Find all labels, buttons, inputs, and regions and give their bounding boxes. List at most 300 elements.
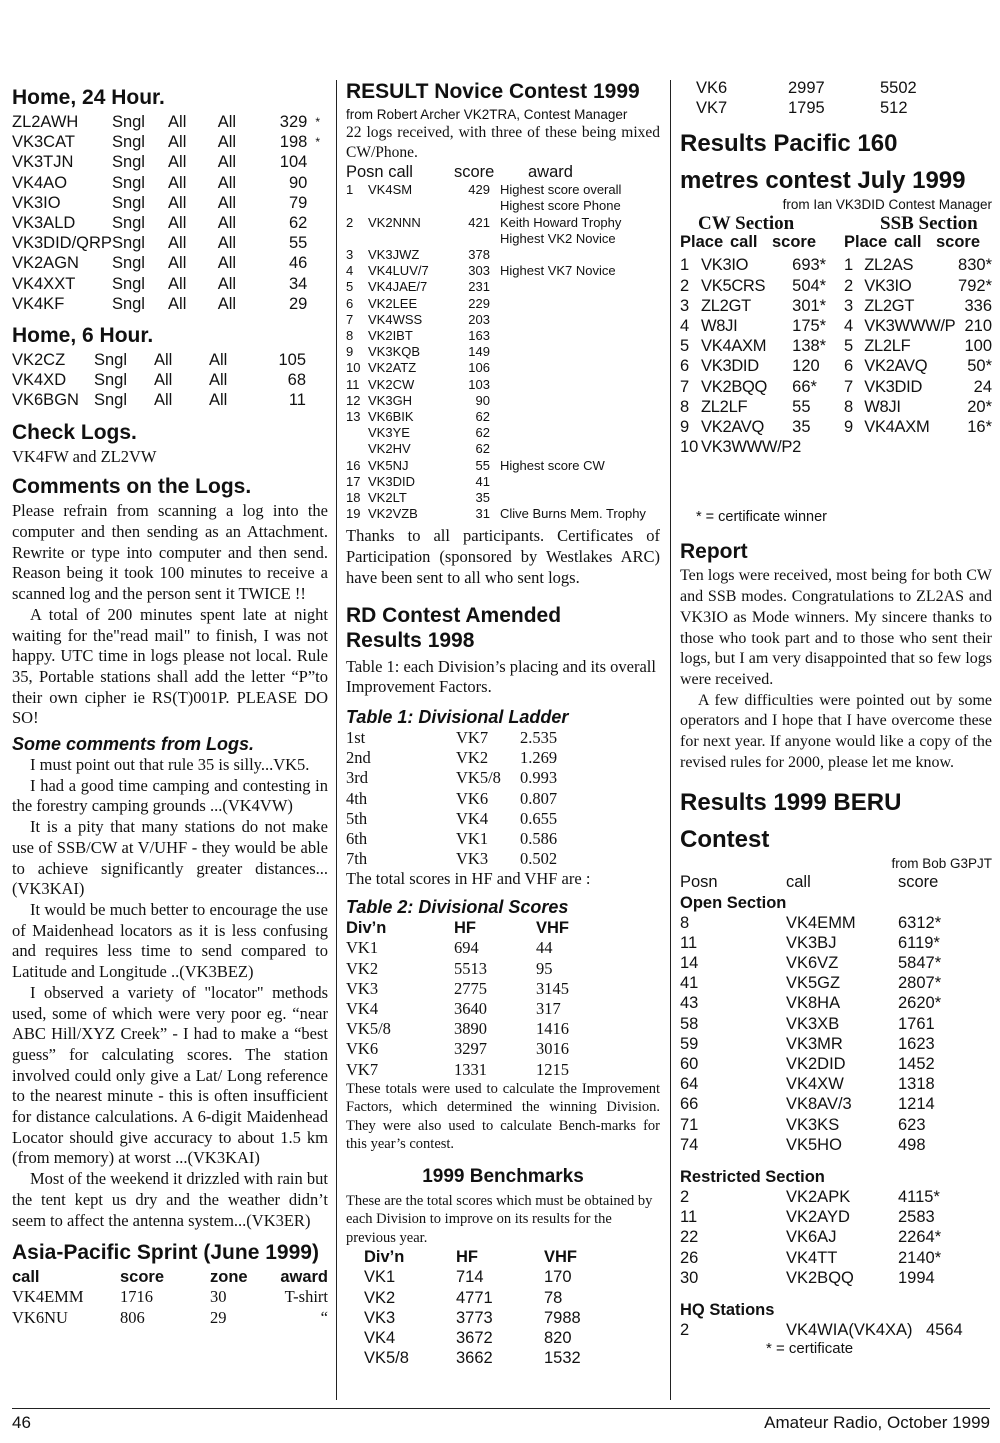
place: 3rd: [346, 768, 368, 788]
ssb-header-call: call: [894, 233, 922, 252]
benchmarks-continued-table: [696, 78, 956, 118]
division: VK6: [456, 788, 489, 808]
call: VK4EMM: [12, 1287, 84, 1307]
table-row: [346, 959, 660, 979]
vhf: 170: [544, 1268, 572, 1287]
score: 203: [468, 311, 490, 327]
score: 6119*: [898, 933, 940, 952]
award: Keith Howard Trophy: [500, 214, 622, 230]
comments-title: Comments on the Logs.: [12, 475, 252, 499]
table-row: [680, 255, 832, 275]
table-row: [680, 1187, 992, 1207]
division: VK3: [456, 849, 489, 869]
award: “: [320, 1307, 328, 1327]
posn: 17: [346, 473, 361, 489]
table-row: [12, 1287, 328, 1307]
call: VK2AGN: [12, 254, 79, 273]
score: 20*: [967, 397, 992, 416]
score: 16*: [967, 418, 992, 437]
call: W8JI: [864, 397, 901, 416]
table-row: [12, 370, 328, 390]
division: VK4: [364, 1329, 396, 1348]
table-row: [346, 809, 660, 829]
call: VK6BIK: [368, 409, 414, 425]
posn: 43: [680, 994, 699, 1013]
score: 498: [898, 1135, 926, 1154]
asia-header-zone: zone: [210, 1268, 248, 1287]
vhf: 5502: [880, 79, 917, 97]
hf: 2775: [454, 978, 487, 998]
asia-pacific-title: Asia-Pacific Sprint (June 1999): [12, 1241, 319, 1265]
mode: All: [217, 294, 237, 313]
mode: All: [209, 391, 228, 410]
score: 303: [468, 263, 490, 279]
division: VK1: [346, 938, 379, 958]
factor: 2.535: [520, 727, 558, 747]
call: VK3TJN: [12, 153, 74, 172]
call: VK2APK: [786, 1188, 851, 1207]
home6-title: Home, 6 Hour.: [12, 324, 154, 348]
report-paragraph-2: A few difficulties were pointed out by some operators and I hope that I have overcome these for next year. If anyone would like a copy of the revised rules for 2000, please let me know.: [680, 691, 992, 771]
score: 329: [279, 113, 308, 131]
score: 210: [964, 317, 992, 336]
hf: 4771: [456, 1288, 493, 1307]
call: VK2CZ: [12, 351, 66, 370]
table-row: [346, 490, 660, 506]
posn: 74: [680, 1135, 699, 1154]
posn: [346, 441, 368, 457]
score: 31: [475, 506, 490, 522]
pacific-title-line1: Results Pacific 160: [680, 130, 898, 158]
score: 35: [792, 418, 811, 437]
posn: 26: [680, 1248, 699, 1267]
factor: 0.586: [520, 829, 558, 848]
table-row: [12, 152, 328, 172]
table-row: [680, 993, 992, 1013]
column-rule-1: [336, 80, 337, 1400]
band: All: [168, 294, 187, 313]
score: 149: [468, 344, 490, 360]
call: VK4KF: [12, 294, 65, 313]
table-row: [346, 728, 660, 748]
score: 1452: [898, 1055, 935, 1074]
place: 4: [844, 317, 854, 336]
comment-paragraph: Most of the weekend it drizzled with rain but the tent kept us dry and the weather didn’t seem to affect the antenna system...(VK3ER): [12, 1169, 328, 1230]
posn: 18: [346, 490, 361, 506]
rd-title: RD Contest Amended Results 1998: [346, 603, 562, 652]
place: 3: [680, 296, 690, 315]
table-row: [346, 263, 660, 279]
pacific-headers: [680, 233, 992, 255]
call: VK5HO: [786, 1135, 842, 1154]
factor: 0.502: [520, 849, 558, 869]
rd-intro: Table 1: each Division’s placing and its overall Improvement Factors.: [346, 656, 656, 697]
award: [500, 490, 660, 506]
call: VK4XD: [12, 371, 67, 390]
comments-paragraph-2: A total of 200 minutes spent late at night waiting for the"read mail" to finish, I was not happy. UTC time in logs please not local. Rule 35, Portable stations shall add the letter “P”to their own cipher ie RS(T)001P. PLEASE DO SO!: [12, 604, 328, 728]
call: ZL2AS: [864, 256, 914, 275]
call: VK4WSS: [368, 311, 423, 327]
table-row: [680, 1207, 992, 1227]
table-row: [844, 417, 992, 437]
posn: 30: [680, 1268, 699, 1287]
place: 4th: [346, 788, 368, 808]
call: VK4SM: [368, 182, 413, 198]
score: 378: [468, 247, 490, 263]
novice-header-row: [346, 162, 660, 182]
call: VK2BQQ: [701, 377, 768, 396]
hq-score: 4564: [926, 1321, 963, 1340]
score: 504*: [792, 276, 827, 295]
divisional-header-0: Div’n: [346, 919, 387, 938]
table-row: [680, 933, 992, 953]
table-row: [680, 1014, 992, 1034]
mode: All: [217, 173, 237, 192]
posn: 41: [680, 974, 699, 993]
hf: 3640: [454, 998, 487, 1018]
table1-after: The total scores in HF and VHF are :: [346, 869, 591, 889]
posn: 11: [680, 933, 698, 952]
check-logs-text: VK4FW and ZL2VW: [12, 446, 157, 466]
score: 163: [468, 328, 490, 344]
table-row: [680, 1034, 992, 1054]
table-row: [346, 849, 660, 869]
division: VK5/8: [364, 1349, 409, 1368]
vhf: 1532: [544, 1349, 581, 1368]
table-row: [844, 336, 992, 356]
table-row: [12, 274, 328, 294]
table-row: [346, 215, 660, 231]
call: VK8AV/3: [786, 1095, 852, 1114]
vhf: 95: [536, 958, 553, 978]
score: 623: [898, 1115, 926, 1134]
score: 2807*: [898, 974, 942, 993]
mode: All: [217, 234, 237, 253]
table-row: [346, 441, 660, 457]
benchmark-header-1: HF: [456, 1248, 478, 1267]
division: VK5/8: [346, 1019, 391, 1039]
report-paragraph-1: Ten logs were received, most being for both CW and SSB modes. Congratulations to ZL2AS and VK3IO as Mode winners. My sincere thanks to those who took part and to those who sent their logs, but I am very disappointed that so few logs were received.: [680, 567, 992, 688]
table-row: [680, 336, 832, 356]
open-section-table: [680, 913, 992, 1155]
place: 5: [844, 337, 854, 356]
award: [500, 441, 660, 457]
certificate-mark: [307, 233, 328, 253]
score: 62: [475, 441, 490, 457]
check-logs-title: Check Logs.: [12, 420, 137, 444]
call: VK2ATZ: [368, 360, 417, 376]
call: VK2AVQ: [864, 357, 928, 376]
table-row: [346, 1039, 660, 1059]
table-row: [844, 276, 992, 296]
table-row: [346, 247, 660, 263]
call: VK2CW: [368, 376, 415, 392]
call: VK5GZ: [786, 974, 841, 993]
call: VK4AXM: [701, 337, 767, 356]
award: Highest score CW: [500, 457, 605, 473]
asia-header-score: score: [120, 1268, 165, 1287]
division: VK3: [364, 1308, 396, 1327]
score: 41: [475, 473, 490, 489]
cw-section-table: [680, 255, 832, 457]
table-row: [12, 1308, 328, 1328]
score: 100: [964, 337, 992, 356]
table-row: [346, 198, 660, 214]
category: Sngl: [111, 294, 145, 313]
table-row: [680, 377, 832, 397]
asia-header-award: award: [280, 1268, 328, 1287]
table-row: [844, 397, 992, 417]
band: All: [154, 391, 173, 410]
category: Sngl: [111, 214, 145, 233]
call: ZL2AWH: [12, 113, 79, 131]
call: VK6VZ: [786, 954, 839, 973]
division: VK1: [456, 829, 489, 848]
cw-header-call: call: [730, 233, 758, 252]
call: ZL2LF: [701, 397, 748, 416]
hf: 5513: [454, 958, 487, 978]
score: 79: [288, 193, 308, 212]
certificate-mark: [307, 173, 328, 193]
award: [500, 279, 660, 295]
posn: 5: [346, 279, 354, 295]
place: 7: [844, 377, 854, 396]
table-row: [346, 344, 660, 360]
certificate-mark: *: [315, 115, 320, 129]
call: VK4EMM: [786, 913, 856, 932]
score: [456, 231, 500, 247]
posn: [346, 198, 368, 214]
posn: 6: [346, 295, 354, 311]
award: [500, 393, 660, 409]
table-row: [680, 316, 832, 336]
certificate-mark: [307, 253, 328, 273]
open-section-title: Open Section: [680, 893, 787, 912]
posn: 2: [346, 214, 354, 230]
beru-title-line2: Contest: [680, 826, 770, 854]
award: [500, 474, 660, 490]
table-row: [346, 409, 660, 425]
table-row: [680, 1268, 992, 1288]
award: Highest VK2 Novice: [500, 230, 616, 246]
factor: 0.807: [520, 788, 558, 808]
place: 2: [680, 276, 690, 295]
comment-paragraph: I must point out that rule 35 is silly...VK5.: [30, 755, 310, 775]
score: 90: [475, 392, 490, 408]
novice-table: [346, 182, 660, 522]
table-row: [346, 312, 660, 328]
table-row: [346, 360, 660, 376]
hq-stations-title: HQ Stations: [680, 1301, 775, 1320]
vhf: 512: [880, 99, 908, 118]
call: VK3DID: [368, 473, 415, 489]
table-row: [12, 390, 328, 410]
division: VK4: [346, 998, 379, 1018]
award: T-shirt: [284, 1287, 328, 1307]
award: [500, 377, 660, 393]
table-row: [680, 1248, 992, 1268]
table-header-row: [12, 1267, 328, 1287]
novice-header-posn-call: Posn call: [346, 163, 413, 181]
certificate-mark: [307, 193, 328, 213]
call: VK4TT: [786, 1248, 838, 1267]
call: ZL2LF: [864, 337, 911, 356]
table-row: [12, 294, 328, 314]
place: 6th: [346, 829, 368, 848]
division: VK4: [456, 808, 489, 828]
call: VK3MR: [786, 1034, 843, 1053]
award: Highest score overall: [500, 182, 622, 198]
score: 5847*: [898, 954, 942, 973]
call: VK3DID: [701, 357, 759, 376]
award: [500, 328, 660, 344]
score: 29: [288, 294, 308, 313]
call: VK2BQQ: [786, 1268, 854, 1287]
posn: 1: [346, 182, 354, 198]
hf: 3890: [454, 1019, 487, 1039]
divisional-header-2: VHF: [536, 919, 569, 938]
vhf: 820: [544, 1329, 572, 1348]
hf: 3672: [456, 1329, 493, 1348]
home6-table: [12, 350, 328, 411]
posn: 11: [680, 1208, 698, 1227]
band: All: [168, 173, 187, 192]
place: 1st: [346, 727, 366, 747]
table-row: [12, 193, 328, 213]
posn: 12: [346, 392, 361, 408]
score: 2583: [898, 1208, 935, 1227]
category: Sngl: [111, 113, 145, 131]
call: VK3DID/QRP: [12, 234, 112, 253]
posn: 19: [346, 506, 361, 522]
zone: 30: [210, 1287, 227, 1307]
benchmark-header-2: VHF: [544, 1248, 577, 1267]
call: VK3KQB: [368, 344, 421, 360]
ssb-section-title: SSB Section: [880, 213, 978, 235]
benchmark-header-0: Div’n: [364, 1248, 405, 1267]
place: 7: [680, 377, 690, 396]
posn: 58: [680, 1014, 699, 1033]
call: VK2AVQ: [701, 418, 765, 437]
table-row: [680, 953, 992, 973]
band: All: [168, 153, 187, 172]
call: W8JI: [701, 317, 738, 336]
table-row: [680, 437, 832, 457]
table-row: [696, 98, 956, 118]
mode: All: [217, 193, 237, 212]
score: 24: [973, 377, 992, 396]
table-row: [680, 973, 992, 993]
table-row: [12, 173, 328, 193]
table-row: [346, 296, 660, 312]
division: VK7: [346, 1059, 379, 1079]
table2-after: These totals were used to calculate the Improvement Factors, which determined the winning Division. They were also used to calculate Bench-marks for this year’s contest.: [346, 1080, 660, 1153]
place: 5: [680, 337, 690, 356]
certificate-mark: *: [315, 135, 320, 150]
divisional-scores-table: [346, 918, 660, 1080]
table-row: [696, 78, 956, 98]
category: Sngl: [111, 274, 145, 293]
table-header-row: [364, 1247, 664, 1267]
table-row: [12, 253, 328, 273]
call: VK3IO: [864, 276, 912, 295]
restricted-section-table: [680, 1187, 992, 1288]
call: VK2NNN: [368, 214, 421, 230]
posn: 7: [346, 311, 354, 327]
posn: 3: [346, 247, 354, 263]
division: VK6: [696, 79, 728, 97]
vhf: 7988: [544, 1308, 581, 1327]
mode: All: [217, 214, 237, 233]
award: [500, 344, 660, 360]
vhf: 1416: [536, 1019, 569, 1039]
score: 806: [120, 1307, 145, 1327]
call: VK3DID: [864, 377, 923, 396]
score: 34: [288, 274, 308, 293]
call: VK2LT: [368, 490, 407, 506]
novice-header-award: award: [528, 163, 573, 181]
benchmarks-title: 1999 Benchmarks: [422, 1165, 584, 1187]
posn: 66: [680, 1095, 699, 1114]
call: VK4AXM: [864, 418, 930, 437]
table-row: [680, 913, 992, 933]
certificate-mark: [307, 213, 328, 233]
journal-name: Amateur Radio, October 1999: [764, 1413, 990, 1432]
hf: 714: [456, 1268, 484, 1287]
call: VK5NJ: [368, 457, 409, 473]
factor: 1.269: [520, 748, 558, 768]
hf: 1795: [788, 99, 825, 118]
table-row: [346, 328, 660, 344]
table-row: [680, 1227, 992, 1247]
division: VK2: [364, 1288, 396, 1307]
table-row: [346, 938, 660, 958]
posn: [346, 231, 368, 247]
score: 693*: [792, 256, 827, 275]
call: VK3IO: [12, 193, 61, 212]
beru-header-posn: Posn: [680, 873, 718, 892]
table-row: [364, 1308, 664, 1328]
table-row: [364, 1328, 664, 1348]
posn: 11: [346, 376, 360, 392]
table-row: [346, 425, 660, 441]
score: 55: [792, 397, 811, 416]
division: VK3: [346, 978, 379, 998]
factor: 0.655: [520, 808, 558, 828]
call: VK3ALD: [12, 214, 76, 233]
call: VK3IO: [701, 256, 749, 275]
category: Sngl: [111, 173, 145, 192]
posn: 4: [346, 263, 354, 279]
beru-from: from Bob G3PJT: [891, 856, 992, 872]
mode: All: [217, 113, 237, 131]
band: All: [168, 193, 187, 212]
hq-stations-table: [680, 1320, 992, 1340]
division: VK5/8: [456, 768, 501, 788]
table-row: [680, 356, 832, 376]
score: 46: [288, 254, 308, 273]
hf: 2997: [788, 79, 825, 97]
score: 1623: [898, 1034, 935, 1053]
table-row: [680, 1320, 992, 1340]
posn: 22: [680, 1228, 699, 1247]
call: VK2AYD: [786, 1208, 850, 1227]
table-row: [844, 296, 992, 316]
call: VK4XXT: [12, 274, 76, 293]
category: Sngl: [111, 153, 145, 172]
score: [456, 198, 500, 214]
novice-header-score: score: [454, 163, 495, 181]
